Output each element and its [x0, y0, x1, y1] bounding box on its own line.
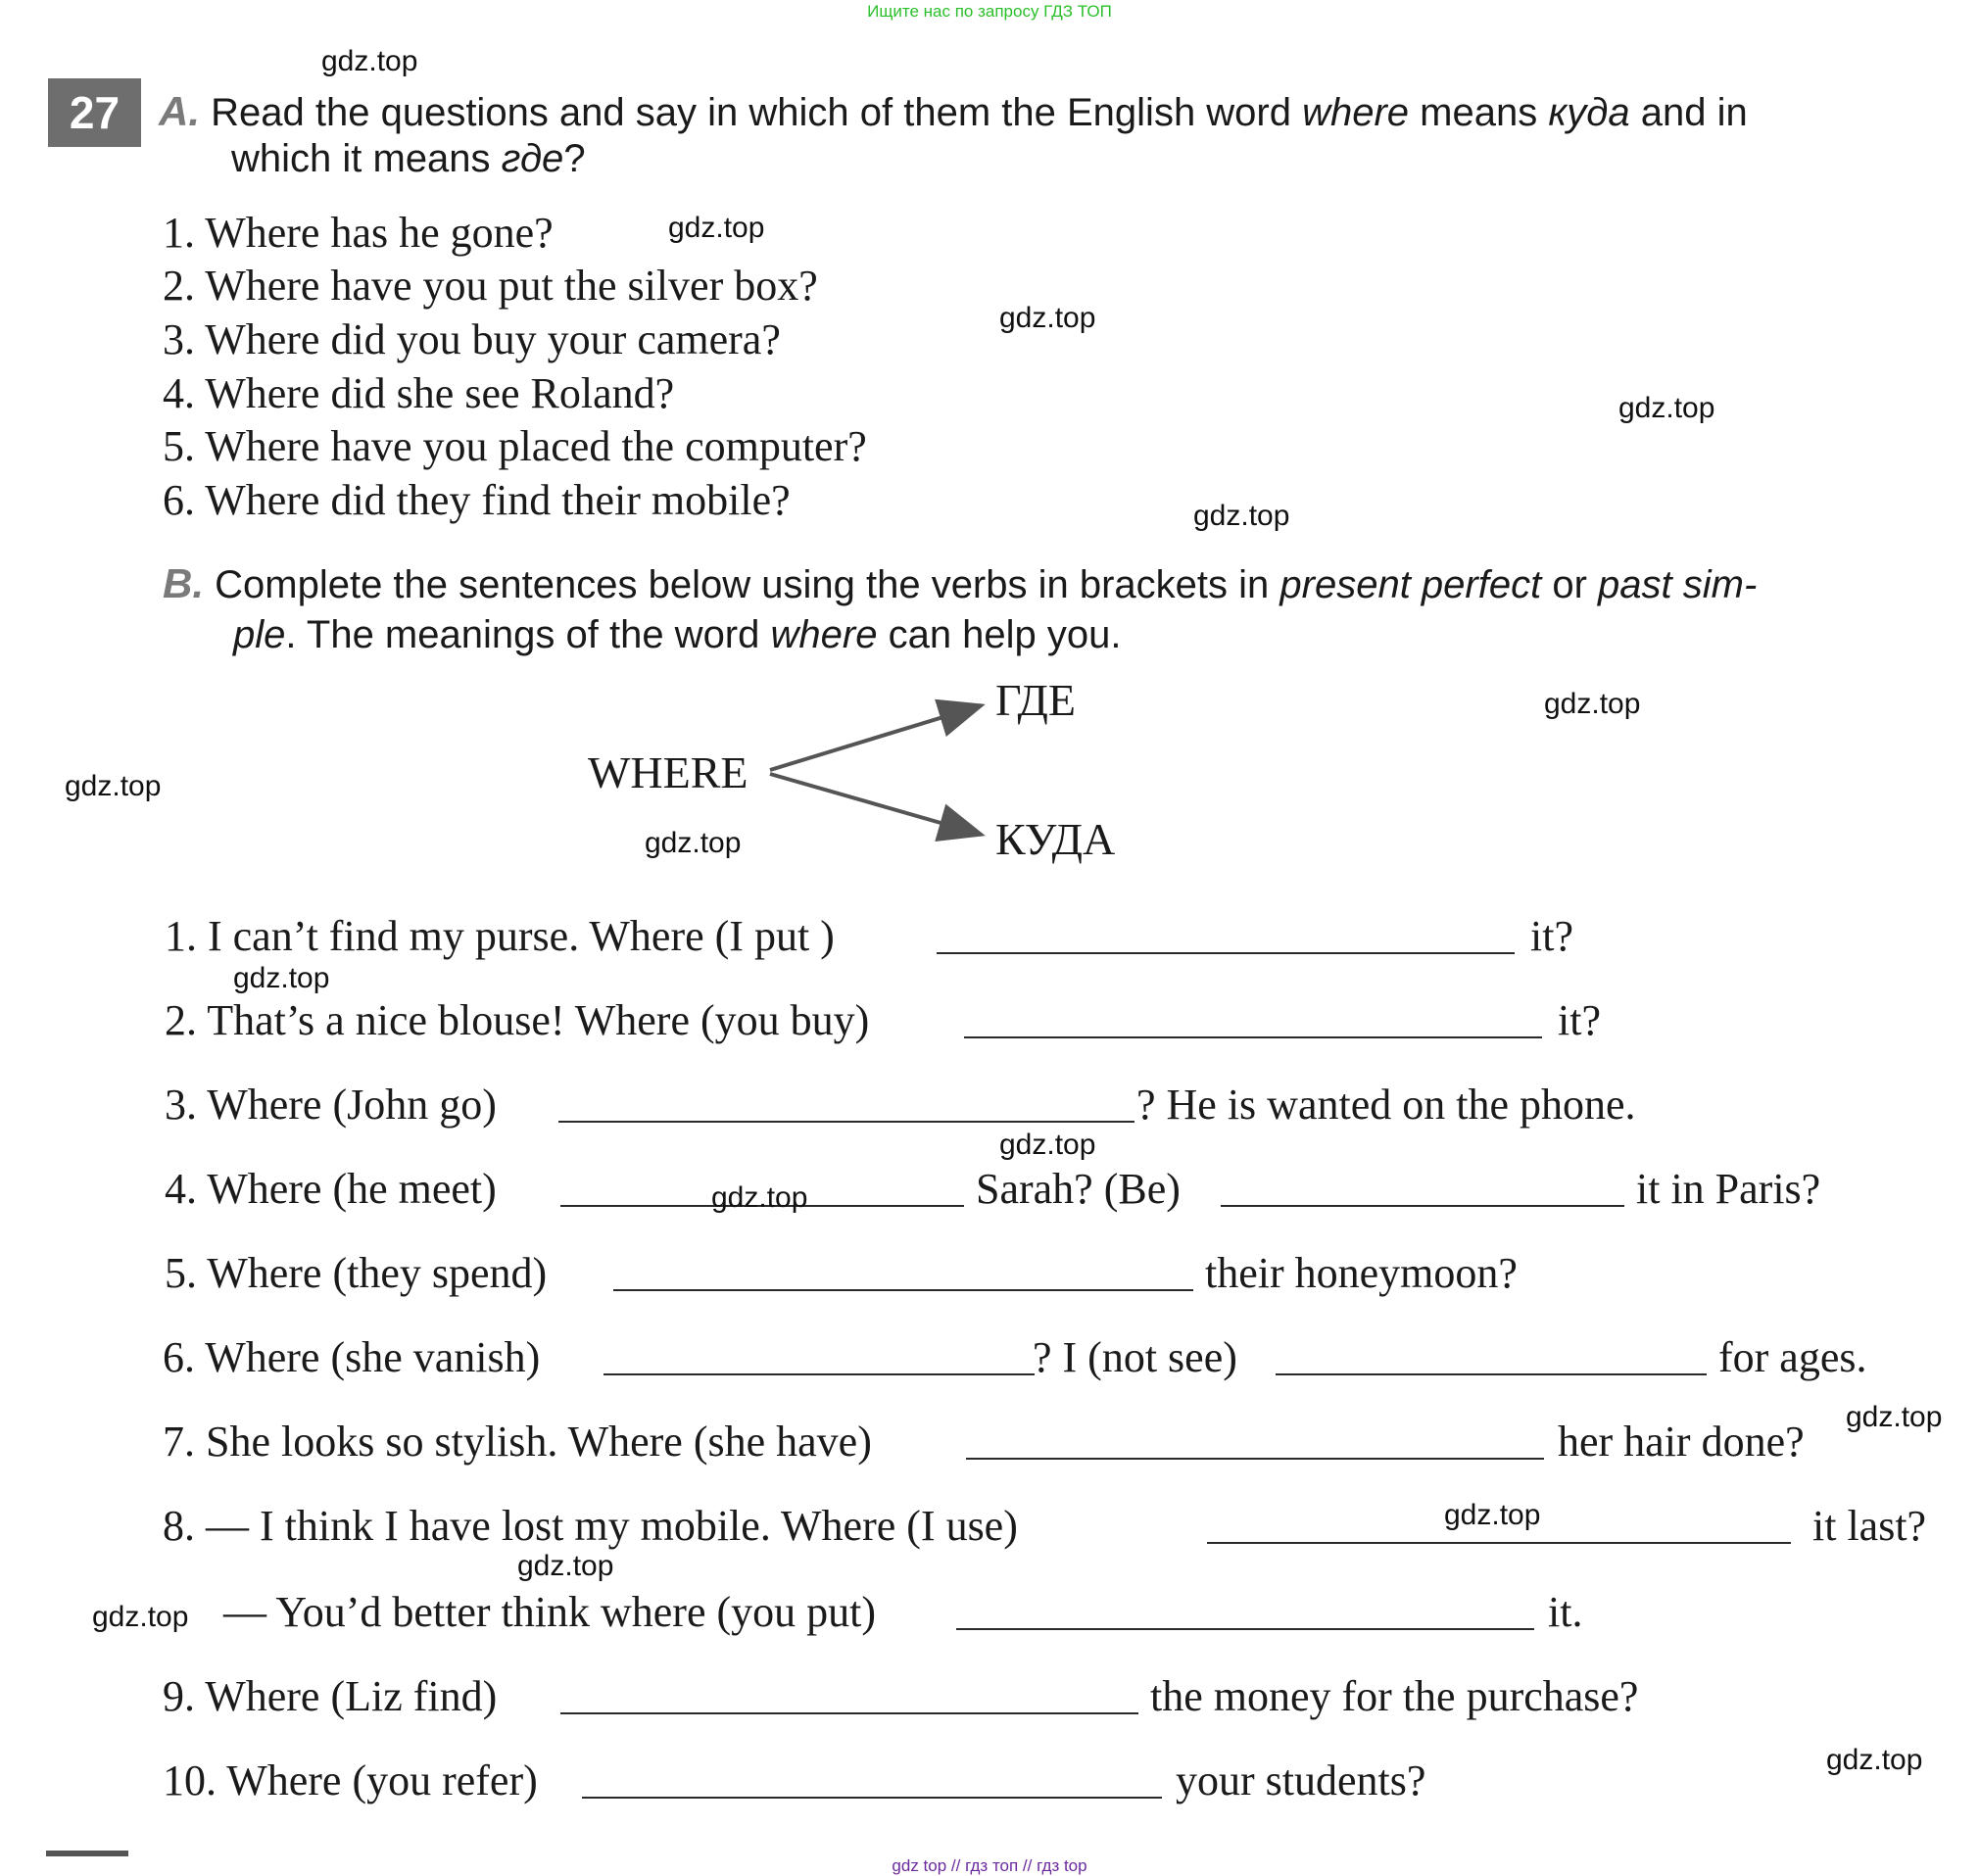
sentence-10-part-b: your students?: [1176, 1756, 1426, 1804]
instr-b-word-present-perfect: present perfect: [1279, 563, 1542, 606]
blank-6b[interactable]: [1276, 1373, 1707, 1375]
blank-8[interactable]: [1207, 1542, 1791, 1544]
instr-a-word-where: where: [1302, 91, 1410, 134]
section-a-instruction: [159, 88, 1748, 136]
watermark: gdz.top: [668, 212, 765, 244]
instr-a-word-gde: где: [501, 137, 564, 180]
instr-a-word-kuda: куда: [1548, 91, 1630, 134]
blank-1[interactable]: [937, 952, 1515, 954]
question-a-4: 4. Where did she see Roland?: [163, 369, 675, 417]
diagram-where: WHERE: [588, 747, 748, 797]
instr-a-text-3: and in: [1629, 91, 1748, 134]
blank-10[interactable]: [582, 1797, 1162, 1799]
question-a-2: 2. Where have you put the silver box?: [163, 262, 818, 310]
sentence-8b-part-a: — You’d better think where (you put): [223, 1588, 877, 1636]
blank-6a[interactable]: [603, 1373, 1035, 1375]
watermark: gdz.top: [65, 770, 162, 802]
diagram-kuda: КУДА: [995, 814, 1116, 864]
exercise-number: 27: [48, 78, 141, 147]
watermark: gdz.top: [1193, 500, 1290, 532]
diagram-gde: ГДЕ: [995, 675, 1077, 725]
watermark: gdz.top: [321, 45, 418, 77]
sentence-3-part-a: 3. Where (John go): [165, 1081, 497, 1129]
sentence-2-part-a: 2. That’s a nice blouse! Where (you buy): [165, 996, 870, 1044]
question-a-1: 1. Where has he gone?: [163, 209, 554, 257]
question-a-5: 5. Where have you placed the computer?: [163, 422, 867, 470]
question-a-3: 3. Where did you buy your camera?: [163, 315, 781, 363]
watermark: gdz.top: [645, 827, 742, 859]
section-b-letter: B.: [163, 560, 204, 606]
blank-8b[interactable]: [956, 1628, 1534, 1630]
blank-3[interactable]: [558, 1121, 1134, 1123]
sentence-2-part-b: it?: [1558, 996, 1601, 1044]
sentence-7-part-b: her hair done?: [1558, 1418, 1805, 1466]
top-banner[interactable]: Ищите нас по запросу ГДЗ ТОП: [867, 2, 1112, 21]
arrow-to-kuda: [770, 774, 982, 835]
instr-a-text-2: means: [1409, 91, 1549, 134]
sentence-4-part-a: 4. Where (he meet): [165, 1165, 497, 1213]
section-b-instruction: [163, 560, 1757, 608]
watermark: gdz.top: [1444, 1499, 1541, 1531]
watermark: gdz.top: [999, 302, 1096, 334]
instr-b-text-3: . The meanings of the word: [285, 613, 771, 656]
blank-5[interactable]: [613, 1289, 1193, 1291]
instr-a-text-1: Read the questions and say in which of them the English word: [211, 91, 1303, 134]
sentence-7-part-a: 7. She looks so stylish. Where (she have): [163, 1418, 872, 1466]
instr-a-text-4: which it means: [231, 137, 502, 180]
diagram-arrows: [764, 686, 999, 852]
instr-a-text-5: ?: [563, 137, 586, 180]
blank-2[interactable]: [964, 1036, 1542, 1038]
watermark: gdz.top: [1544, 688, 1641, 720]
sentence-4-part-b: Sarah? (Be): [976, 1165, 1181, 1213]
instr-b-text-4: can help you.: [877, 613, 1122, 656]
instr-b-text-1: Complete the sentences below using the verbs in brackets in: [215, 563, 1280, 606]
question-a-6: 6. Where did they find their mobile?: [163, 476, 791, 524]
watermark: gdz.top: [999, 1129, 1096, 1161]
sentence-10-part-a: 10. Where (you refer): [163, 1756, 538, 1804]
watermark: gdz.top: [233, 962, 330, 994]
section-a-instruction-line2: [231, 135, 586, 182]
sentence-9-part-b: the money for the purchase?: [1150, 1672, 1639, 1720]
sentence-3-part-b: ? He is wanted on the phone.: [1136, 1081, 1636, 1129]
sentence-5-part-b: their honeymoon?: [1205, 1249, 1518, 1297]
instr-b-text-2: or: [1541, 563, 1599, 606]
sentence-8-part-b: it last?: [1812, 1502, 1927, 1550]
instr-b-word-past-sim: past sim-: [1598, 563, 1758, 606]
blank-4b[interactable]: [1221, 1205, 1624, 1207]
blank-7[interactable]: [966, 1458, 1544, 1460]
watermark: gdz.top: [92, 1601, 189, 1633]
sentence-8b-part-b: it.: [1548, 1588, 1583, 1636]
watermark: gdz.top: [1846, 1401, 1943, 1433]
sentence-5-part-a: 5. Where (they spend): [165, 1249, 548, 1297]
sentence-9-part-a: 9. Where (Liz find): [163, 1672, 498, 1720]
sentence-1-part-b: it?: [1530, 912, 1573, 960]
sentence-6-part-a: 6. Where (she vanish): [163, 1333, 541, 1381]
sentence-4-part-c: it in Paris?: [1636, 1165, 1821, 1213]
instr-b-word-where: where: [770, 613, 878, 656]
watermark: gdz.top: [711, 1181, 808, 1214]
footer-links[interactable]: gdz top // гдз топ // гдз top: [892, 1856, 1087, 1875]
section-b-instruction-line2: [233, 611, 1122, 658]
blank-9[interactable]: [560, 1712, 1138, 1714]
watermark: gdz.top: [1618, 392, 1715, 424]
section-a-letter: A.: [159, 88, 200, 134]
watermark: gdz.top: [1826, 1744, 1923, 1776]
instr-b-word-ple: ple: [233, 613, 286, 656]
sentence-6-part-c: for ages.: [1718, 1333, 1867, 1381]
watermark: gdz.top: [517, 1550, 614, 1582]
arrow-to-gde: [770, 705, 982, 770]
sentence-6-part-b: ? I (not see): [1033, 1333, 1237, 1381]
sentence-1-part-a: 1. I can’t find my purse. Where (I put ): [165, 912, 835, 960]
sentence-8-part-a: 8. — I think I have lost my mobile. Where (I use): [163, 1502, 1018, 1550]
